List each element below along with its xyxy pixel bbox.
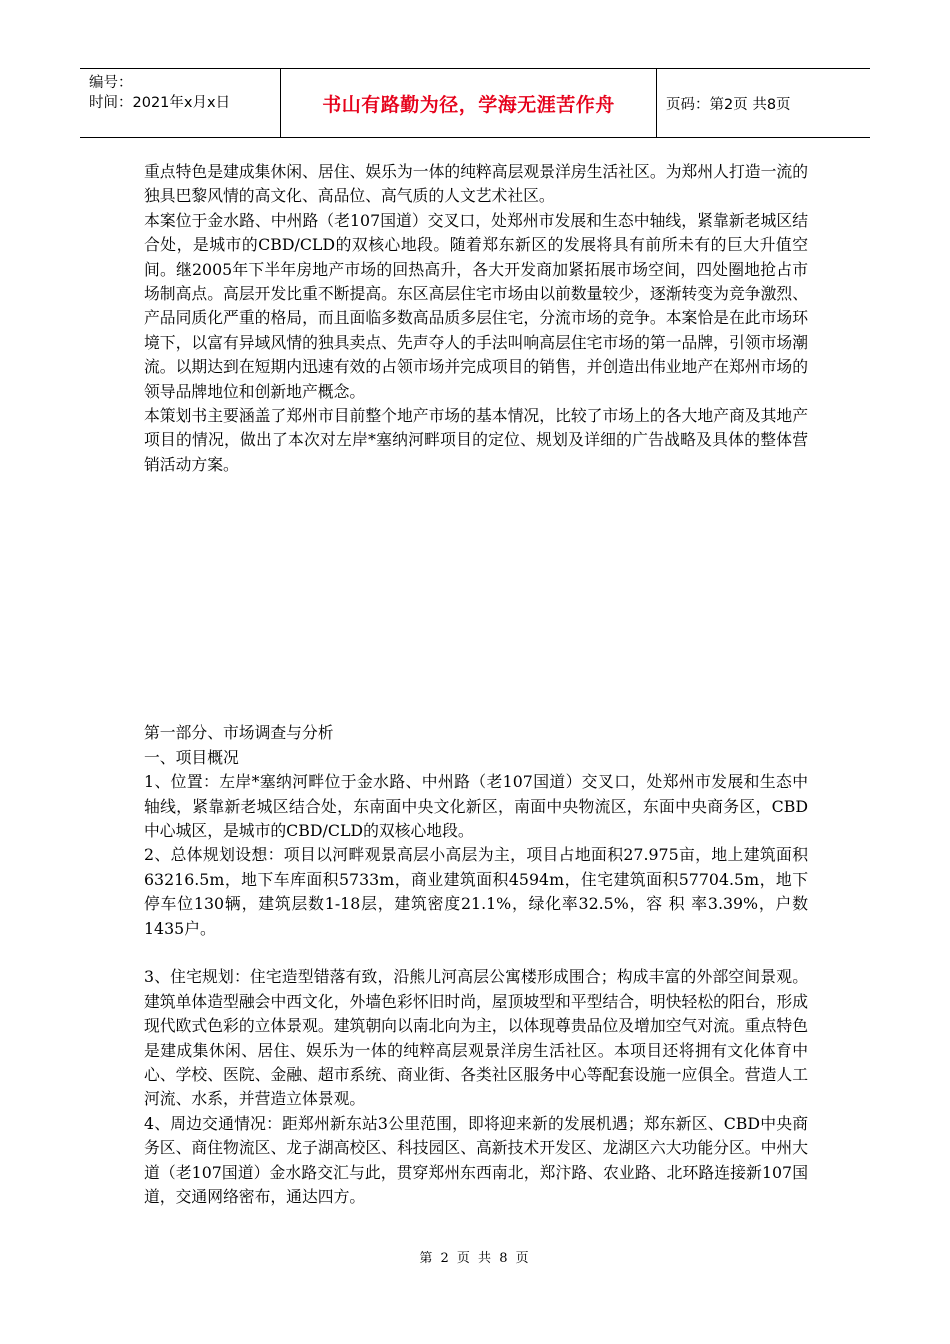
subsection-title: 一、项目概况 <box>144 747 239 767</box>
intro-paragraph: 本案位于金水路、中州路（老107国道）交叉口，处郑州市发展和生态中轴线，紧靠新老城区结合处，是城市的CBD/CLD的双核心地段。随着郑东新区的发展将具有前所未有的巨大升值空间。继2005年下半年房地产市场的回热高升，各大开发商加紧拓展市场空间，四处圈地抢占市场制高点。高层开发比重不断提高。东区高层住宅市场由以前数量较少，逐渐转变为竞争激烈、产品同质化严重的格局，而且面临多数高品质多层住宅，分流市场的竞争。本案恰是在此市场环境下，以富有异域风情的独具卖点、先声夺人的手法叫响高层住宅市场的第一品牌，引领市场潮流。以期达到在短期内迅速有效的占领市场并完成项目的销售，并创造出伟业地产在郑州市场的领导品牌地位和创新地产概念。 <box>144 210 808 401</box>
header-page-info: 页码：第2页 共8页 <box>666 96 791 113</box>
page-footer: 第 2 页 共 8 页 <box>419 1251 531 1266</box>
header-motto: 书山有路勤为径，学海无涯苦作舟 <box>281 69 657 137</box>
document-number-label: 编号： <box>89 75 133 91</box>
page-spacer <box>144 477 808 721</box>
intro-paragraph: 本策划书主要涵盖了郑州市目前整个地产市场的基本情况，比较了市场上的各大地产商及其地产项目的情况，做出了本次对左岸*塞纳河畔项目的定位、规划及详细的广告战略及具体的整体营销活动方案。 <box>144 406 808 474</box>
document-body <box>144 160 808 1209</box>
header-meta <box>80 69 281 137</box>
overview-item-planning: 2、总体规划设想：项目以河畔观景高层小高层为主，项目占地面积27.975亩，地上建筑面积63216.5m，地下车库面积5733m，商业建筑面积4594m，住宅建筑面积57704.5m，地下停车位130辆，建筑层数1-18层，建筑密度21.1%，绿化率32.5%，容 积 率3.39%，户数1435户。 <box>144 845 808 938</box>
page-header <box>80 68 870 138</box>
part-title: 第一部分、市场调查与分析 <box>144 723 334 743</box>
overview-item-location: 1、位置：左岸*塞纳河畔位于金水路、中州路（老107国道）交叉口，处郑州市发展和生态中轴线，紧靠新老城区结合处，东南面中央文化新区，南面中央物流区，东面中央商务区，CBD中心城区，是城市的CBD/CLD的双核心地段。 <box>144 772 808 840</box>
paragraph-spacer <box>144 941 808 965</box>
intro-paragraph: 重点特色是建成集休闲、居住、娱乐为一体的纯粹高层观景洋房生活社区。为郑州人打造一流的独具巴黎风情的高文化、高品位、高气质的人文艺术社区。 <box>144 162 808 206</box>
overview-item-traffic: 4、周边交通情况：距郑州新东站3公里范围，即将迎来新的发展机遇；郑东新区、CBD中央商务区、商住物流区、龙子湖高校区、科技园区、高新技术开发区、龙湖区六大功能分区。中州大道（老107国道）金水路交汇与此，贯穿郑州东西南北，郑汴路、农业路、北环路连接新107国道，交通网络密布，通达四方。 <box>144 1113 808 1206</box>
document-date-label: 时间：2021年x月x日 <box>89 95 231 111</box>
overview-item-residential: 3、住宅规划：住宅造型错落有致，沿熊儿河高层公寓楼形成围合；构成丰富的外部空间景观。建筑单体造型融会中西文化，外墙色彩怀旧时尚，屋顶坡型和平型结合，明快轻松的阳台，形成现代欧式色彩的立体景观。建筑朝向以南北向为主，以体现尊贵品位及增加空气对流。重点特色是建成集休闲、居住、娱乐为一体的纯粹高层观景洋房生活社区。本项目还将拥有文化体育中心、学校、医院、金融、超市系统、商业街、各类社区服务中心等配套设施一应俱全。营造人工河流、水系，并营造立体景观。 <box>144 967 808 1109</box>
